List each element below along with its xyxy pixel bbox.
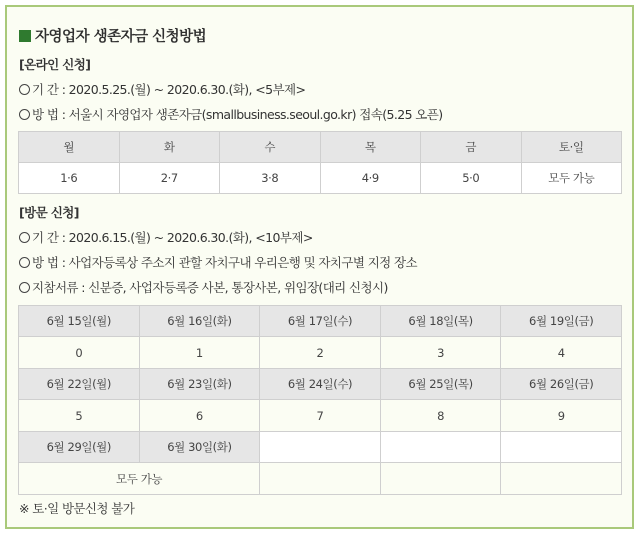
table-cell: 4·9 bbox=[320, 163, 421, 194]
table-cell: 1 bbox=[139, 337, 260, 369]
table-header-cell: 토·일 bbox=[521, 132, 622, 163]
circle-bullet-icon bbox=[19, 232, 30, 243]
table-header-cell: 월 bbox=[19, 132, 120, 163]
table-cell: 0 bbox=[19, 337, 140, 369]
table-cell: 9 bbox=[501, 400, 622, 432]
table-cell: 2 bbox=[260, 337, 381, 369]
empty-cell bbox=[501, 432, 622, 463]
visit-period-text: 기 간 : 2020.6.15.(월) ~ 2020.6.30.(화), <10부제> bbox=[32, 230, 313, 245]
date-cell: 6월 24일(수) bbox=[260, 369, 381, 400]
circle-bullet-icon bbox=[19, 282, 30, 293]
online-period bbox=[19, 80, 305, 98]
date-cell: 6월 22일(월) bbox=[19, 369, 140, 400]
table-cell: 8 bbox=[380, 400, 501, 432]
empty-cell bbox=[260, 432, 381, 463]
table-cell: 7 bbox=[260, 400, 381, 432]
date-cell: 6월 17일(수) bbox=[260, 306, 381, 337]
date-cell: 6월 25일(목) bbox=[380, 369, 501, 400]
table-header-cell: 수 bbox=[220, 132, 321, 163]
online-method-text: 방 법 : 서울시 자영업자 생존자금(smallbusiness.seoul.go.kr) 접속(5.25 오픈) bbox=[32, 107, 443, 122]
empty-cell bbox=[260, 463, 381, 495]
footnote: ※ 토·일 방문신청 불가 bbox=[19, 501, 135, 516]
square-bullet-icon bbox=[19, 30, 31, 42]
date-cell: 6월 18일(목) bbox=[380, 306, 501, 337]
date-cell: 6월 19일(금) bbox=[501, 306, 622, 337]
visit-method bbox=[19, 253, 417, 271]
date-cell: 6월 23일(화) bbox=[139, 369, 260, 400]
date-cell: 6월 29일(월) bbox=[19, 432, 140, 463]
table-header-row bbox=[19, 132, 622, 163]
empty-cell bbox=[380, 463, 501, 495]
table-header-cell: 금 bbox=[421, 132, 522, 163]
visit-header: [방문 신청] bbox=[19, 205, 79, 220]
online-schedule-table bbox=[18, 131, 622, 194]
date-cell: 6월 30일(화) bbox=[139, 432, 260, 463]
visit-schedule-table bbox=[18, 305, 622, 495]
table-cell: 5·0 bbox=[421, 163, 522, 194]
table-row bbox=[19, 337, 622, 369]
title-text: 자영업자 생존자금 신청방법 bbox=[35, 29, 207, 45]
table-cell: 3·8 bbox=[220, 163, 321, 194]
visit-documents-text: 지참서류 : 신분증, 사업자등록증 사본, 통장사본, 위임장(대리 신청시) bbox=[32, 280, 388, 295]
visit-method-text: 방 법 : 사업자등록상 주소지 관할 자치구내 우리은행 및 자치구별 지정 장소 bbox=[32, 255, 417, 270]
section-title bbox=[19, 25, 206, 46]
table-cell: 3 bbox=[380, 337, 501, 369]
online-period-text: 기 간 : 2020.5.25.(월) ~ 2020.6.30.(화), <5부제> bbox=[32, 82, 306, 97]
table-row bbox=[19, 463, 622, 495]
circle-bullet-icon bbox=[19, 109, 30, 120]
table-header-row bbox=[19, 432, 622, 463]
empty-cell bbox=[380, 432, 501, 463]
table-header-cell: 목 bbox=[320, 132, 421, 163]
date-cell: 6월 16일(화) bbox=[139, 306, 260, 337]
online-header: [온라인 신청] bbox=[19, 57, 91, 72]
table-cell: 6 bbox=[139, 400, 260, 432]
table-row bbox=[19, 163, 622, 194]
table-cell: 4 bbox=[501, 337, 622, 369]
table-cell: 모두 가능 bbox=[521, 163, 622, 194]
empty-cell bbox=[501, 463, 622, 495]
table-cell: 1·6 bbox=[19, 163, 120, 194]
table-header-row bbox=[19, 306, 622, 337]
date-cell: 6월 15일(월) bbox=[19, 306, 140, 337]
table-cell: 2·7 bbox=[119, 163, 220, 194]
table-header-row bbox=[19, 369, 622, 400]
table-cell: 모두 가능 bbox=[19, 463, 260, 495]
table-cell: 5 bbox=[19, 400, 140, 432]
online-method bbox=[19, 105, 443, 123]
circle-bullet-icon bbox=[19, 257, 30, 268]
visit-documents bbox=[19, 278, 388, 296]
date-cell: 6월 26일(금) bbox=[501, 369, 622, 400]
table-row bbox=[19, 400, 622, 432]
visit-period bbox=[19, 228, 313, 246]
info-box bbox=[5, 5, 634, 529]
circle-bullet-icon bbox=[19, 84, 30, 95]
table-header-cell: 화 bbox=[119, 132, 220, 163]
